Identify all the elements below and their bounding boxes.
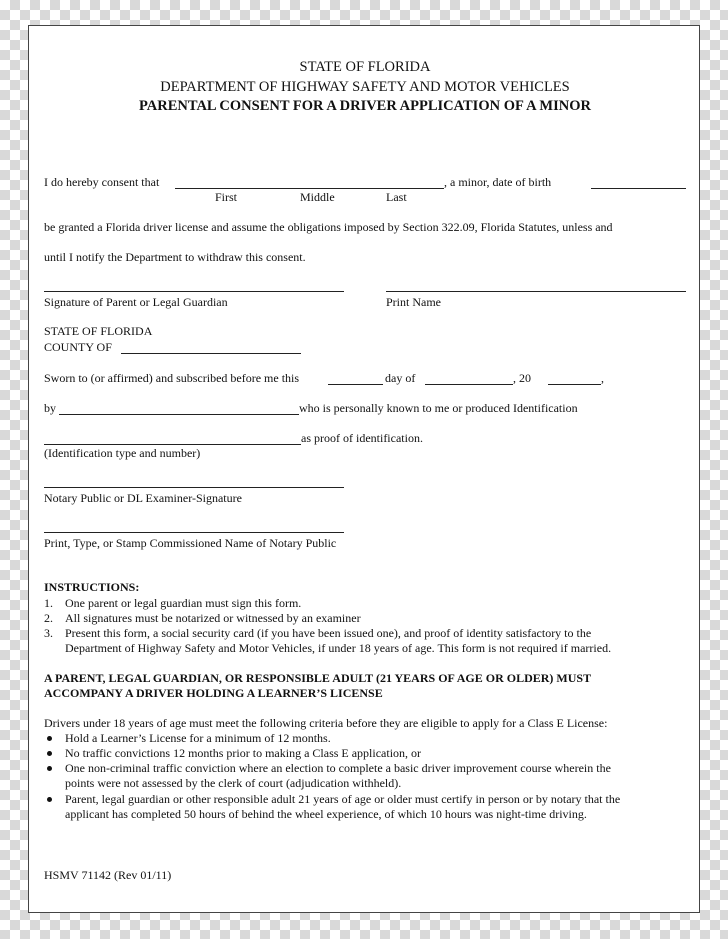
by-known-text: who is personally known to me or produced Identification bbox=[299, 401, 578, 415]
sworn-comma: , bbox=[601, 371, 604, 385]
by-name-line[interactable] bbox=[59, 414, 299, 415]
proof-text: as proof of identification. bbox=[301, 431, 423, 445]
parent-signature-label: Signature of Parent or Legal Guardian bbox=[44, 295, 228, 309]
name-last-label: Last bbox=[386, 190, 407, 204]
bullet-icon bbox=[47, 736, 52, 741]
sworn-year-label: , 20 bbox=[513, 371, 531, 385]
notary-name-line[interactable] bbox=[44, 532, 344, 533]
notice-line-2: ACCOMPANY A DRIVER HOLDING A LEARNER’S LICENSE bbox=[44, 686, 383, 700]
criteria-intro: Drivers under 18 years of age must meet the following criteria before they are eligible to apply for a Class E License: bbox=[44, 716, 608, 730]
form-title: PARENTAL CONSENT FOR A DRIVER APPLICATION OF A MINOR bbox=[139, 98, 591, 114]
notice-line-1: A PARENT, LEGAL GUARDIAN, OR RESPONSIBLE ADULT (21 YEARS OF AGE OR OLDER) MUST bbox=[44, 671, 592, 685]
criteria-item-3: One non-criminal traffic conviction where an election to complete a basic driver improvement course wherein the bbox=[65, 761, 611, 775]
state-label: STATE OF FLORIDA bbox=[44, 324, 153, 338]
header-department: DEPARTMENT OF HIGHWAY SAFETY AND MOTOR VEHICLES bbox=[160, 79, 570, 95]
bullet-icon bbox=[47, 766, 52, 771]
identification-line[interactable] bbox=[44, 444, 301, 445]
instructions-heading: INSTRUCTIONS: bbox=[44, 580, 140, 594]
sworn-year-line[interactable] bbox=[548, 384, 601, 385]
criteria-item-1: Hold a Learner’s License for a minimum of 12 months. bbox=[65, 731, 331, 745]
criteria-item-2: No traffic convictions 12 months prior to making a Class E application, or bbox=[65, 746, 422, 760]
instruction-text-1: One parent or legal guardian must sign this form. bbox=[65, 596, 302, 610]
name-middle-label: Middle bbox=[300, 190, 335, 204]
bullet-icon bbox=[47, 797, 52, 802]
consent-lead: I do hereby consent that bbox=[44, 175, 160, 189]
consent-line-2: be granted a Florida driver license and assume the obligations imposed by Section 322.09, Florida Statutes, unless and bbox=[44, 220, 613, 234]
criteria-item-4: Parent, legal guardian or other responsible adult 21 years of age or older must certify in person or by notary that the bbox=[65, 792, 621, 806]
instruction-text-3-cont: Department of Highway Safety and Motor Vehicles, if under 18 years of age. This form is not required if married. bbox=[65, 641, 612, 655]
form-page bbox=[28, 25, 700, 913]
name-first-label: First bbox=[215, 190, 238, 204]
sworn-month-line[interactable] bbox=[425, 384, 513, 385]
dob-line[interactable] bbox=[591, 188, 686, 189]
identification-type-label: (Identification type and number) bbox=[44, 446, 201, 460]
instruction-num-2: 2. bbox=[44, 611, 53, 625]
instruction-text-3: Present this form, a social security card (if you have been issued one), and proof of identity satisfactory to the bbox=[65, 626, 592, 640]
minor-name-line[interactable] bbox=[175, 188, 444, 189]
print-name-line[interactable] bbox=[386, 291, 686, 292]
criteria-item-4-cont: applicant has completed 50 hours of behind the wheel experience, of which 10 hours was night-time driving. bbox=[65, 807, 587, 821]
instruction-num-1: 1. bbox=[44, 596, 53, 610]
county-line[interactable] bbox=[121, 353, 301, 354]
sworn-day-of: day of bbox=[385, 371, 416, 385]
criteria-item-3-cont: points were not assessed by the clerk of court (adjudication withheld). bbox=[65, 776, 402, 790]
by-label: by bbox=[44, 401, 56, 415]
notary-signature-line[interactable] bbox=[44, 487, 344, 488]
bullet-icon bbox=[47, 751, 52, 756]
sworn-lead: Sworn to (or affirmed) and subscribed before me this bbox=[44, 371, 300, 385]
sworn-day-line[interactable] bbox=[328, 384, 383, 385]
header-state: STATE OF FLORIDA bbox=[299, 59, 431, 75]
instruction-num-3: 3. bbox=[44, 626, 53, 640]
print-name-label: Print Name bbox=[386, 295, 441, 309]
county-label: COUNTY OF bbox=[44, 340, 112, 354]
form-id: HSMV 71142 (Rev 01/11) bbox=[44, 868, 172, 882]
consent-minor-dob: , a minor, date of birth bbox=[444, 175, 552, 189]
notary-name-label: Print, Type, or Stamp Commissioned Name of Notary Public bbox=[44, 536, 337, 550]
parent-signature-line[interactable] bbox=[44, 291, 344, 292]
consent-line-3: until I notify the Department to withdraw this consent. bbox=[44, 250, 306, 264]
instruction-text-2: All signatures must be notarized or witnessed by an examiner bbox=[65, 611, 361, 625]
notary-signature-label: Notary Public or DL Examiner-Signature bbox=[44, 491, 242, 505]
